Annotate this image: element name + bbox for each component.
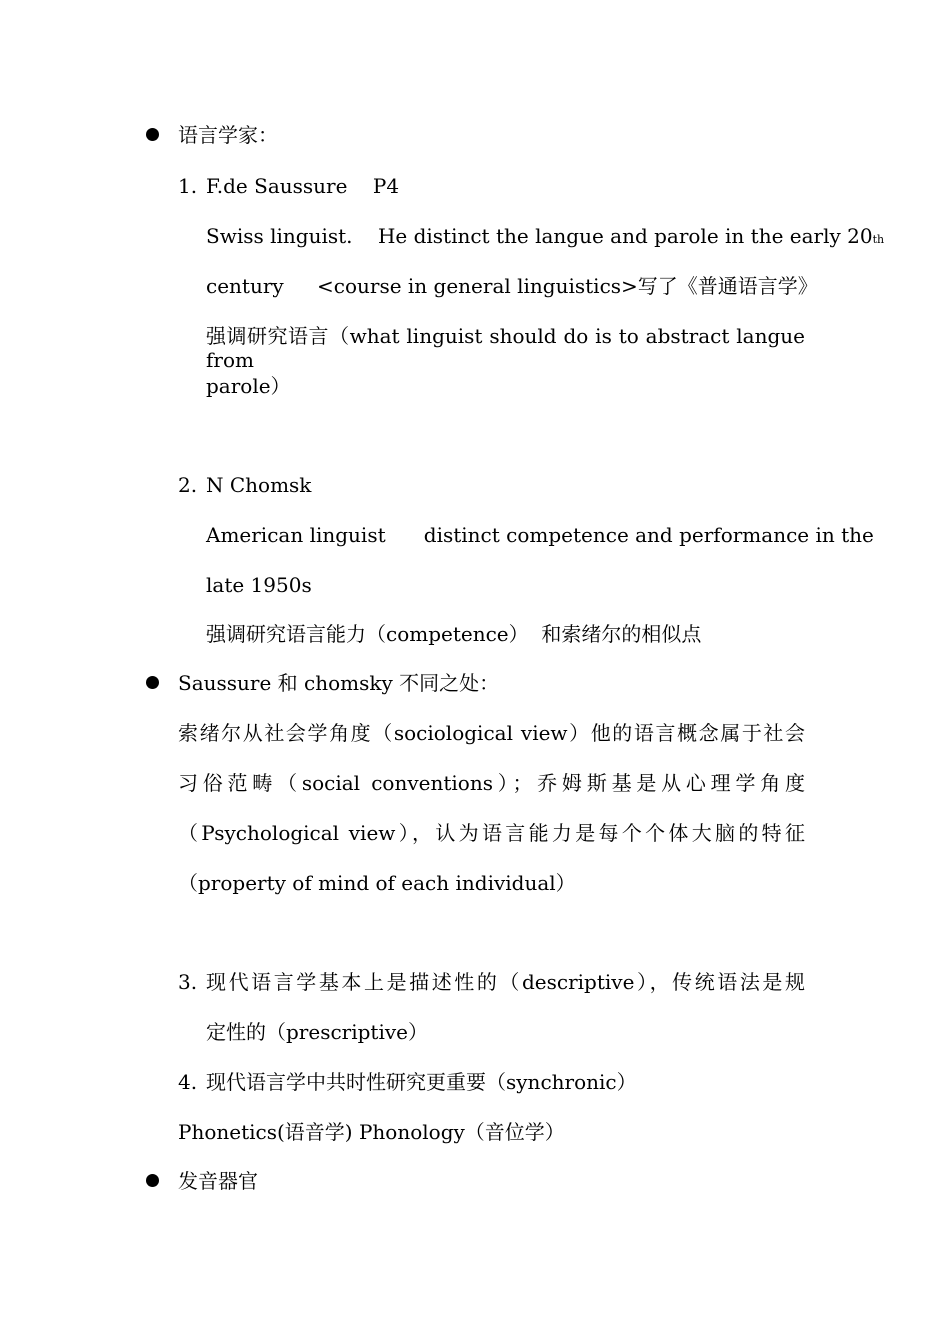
item-title-saussure: F.de Saussure P4 — [206, 174, 400, 198]
section-heading-articulators: 发音器官 — [178, 1169, 258, 1193]
list-number: 1. — [178, 174, 198, 198]
paragraph-line: 定性的（prescriptive） — [206, 1020, 428, 1044]
paragraph-line: parole） — [206, 374, 291, 398]
paragraph-line: Phonetics(语音学) Phonology（音位学） — [178, 1120, 565, 1144]
paragraph-line: 现代语言学基本上是描述性的（descriptive），传统语法是规 — [206, 970, 805, 994]
paragraph-line: late 1950s — [206, 573, 312, 597]
item-title-chomsky: N Chomsk — [206, 473, 312, 497]
paragraph-line: 强调研究语言（what linguist should do is to abstract langue from — [206, 324, 805, 372]
bullet-icon — [146, 676, 159, 689]
section-heading-differences: Saussure 和 chomsky 不同之处： — [178, 671, 500, 695]
paragraph-line: （property of mind of each individual） — [178, 871, 576, 895]
superscript: th — [872, 233, 885, 246]
list-number: 2. — [178, 473, 198, 497]
bullet-icon — [146, 1174, 159, 1187]
paragraph-line — [206, 224, 884, 252]
paragraph-line-a: century — [206, 274, 284, 298]
paragraph-line: （Psychological view），认为语言能力是每个个体大脑的特征 — [178, 821, 805, 845]
paragraph-line: 习俗范畴（social conventions）；乔姆斯基是从心理学角度 — [178, 771, 805, 795]
paragraph-line: American linguist distinct competence and performance in the — [206, 523, 874, 547]
bullet-icon — [146, 128, 159, 141]
paragraph-line: 强调研究语言能力（competence） 和索绪尔的相似点 — [206, 622, 702, 646]
paragraph-line: 索绪尔从社会学角度（sociological view）他的语言概念属于社会 — [178, 721, 805, 745]
paragraph-text: Swiss linguist. He distinct the langue and parole in the early 20 — [206, 224, 873, 248]
section-heading-linguists: 语言学家： — [178, 123, 278, 147]
paragraph-line-b: <course in general linguistics>写了《普通语言学》 — [317, 274, 818, 298]
list-number: 3. — [178, 970, 198, 994]
list-number: 4. — [178, 1070, 198, 1094]
paragraph-line: 现代语言学中共时性研究更重要（synchronic） — [206, 1070, 637, 1094]
